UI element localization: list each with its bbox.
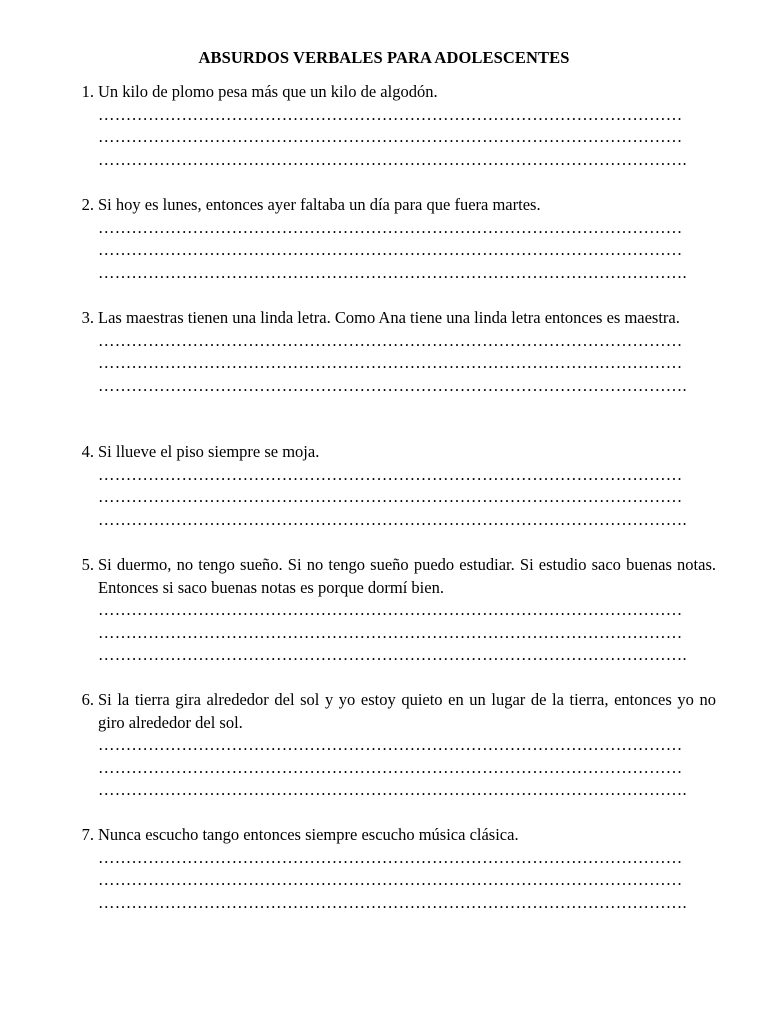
item-statement: Si duermo, no tengo sueño. Si no tengo sueño puedo estudiar. Si estudio saco buenas notas. Entonces si saco buenas notas es porque dormí bien. xyxy=(98,555,716,597)
answer-line-1[interactable]: …………………………………………………………………………………………… xyxy=(98,104,683,124)
answer-line-3[interactable]: ……………………………………………………………………………………………. xyxy=(98,509,687,529)
item-body xyxy=(98,81,716,171)
answer-line-1[interactable]: …………………………………………………………………………………………… xyxy=(98,847,683,867)
item-number: 1. xyxy=(81,82,94,101)
answer-line-2[interactable]: …………………………………………………………………………………………… xyxy=(98,127,683,147)
answer-line-3[interactable]: ……………………………………………………………………………………………. xyxy=(98,375,687,395)
answer-line-2[interactable]: …………………………………………………………………………………………… xyxy=(98,622,683,642)
item-statement: Las maestras tienen una linda letra. Como Ana tiene una linda letra entonces es maestra. xyxy=(98,308,680,327)
answer-line-3[interactable]: ……………………………………………………………………………………………. xyxy=(98,149,687,169)
answer-line-3[interactable]: ……………………………………………………………………………………………. xyxy=(98,645,687,665)
answer-line-2[interactable]: …………………………………………………………………………………………… xyxy=(98,487,683,507)
answer-line-2[interactable]: …………………………………………………………………………………………… xyxy=(98,240,683,260)
item-body xyxy=(98,194,716,284)
item-statement: Si la tierra gira alrededor del sol y yo estoy quieto en un lugar de la tierra, entonces yo no giro alrededor del sol. xyxy=(98,690,716,732)
answer-line-1[interactable]: …………………………………………………………………………………………… xyxy=(98,330,683,350)
item-number: 4. xyxy=(81,442,94,461)
answer-line-3[interactable]: ……………………………………………………………………………………………. xyxy=(98,780,687,800)
answer-line-1[interactable]: …………………………………………………………………………………………… xyxy=(98,600,683,619)
answer-line-1[interactable]: …………………………………………………………………………………………… xyxy=(98,217,683,237)
answer-line-2[interactable]: …………………………………………………………………………………………… xyxy=(98,757,683,777)
item-statement: Nunca escucho tango entonces siempre escucho música clásica. xyxy=(98,825,519,844)
item-statement: Si llueve el piso siempre se moja. xyxy=(98,442,320,461)
item-number: 7. xyxy=(81,825,94,844)
answer-line-1[interactable]: …………………………………………………………………………………………… xyxy=(98,464,683,484)
item-body xyxy=(98,554,716,667)
answer-line-3[interactable]: ……………………………………………………………………………………………. xyxy=(98,892,687,912)
answer-line-3[interactable]: ……………………………………………………………………………………………. xyxy=(98,262,687,282)
item-body xyxy=(98,441,716,531)
answer-line-2[interactable]: …………………………………………………………………………………………… xyxy=(98,870,683,890)
item-number: 2. xyxy=(81,195,94,214)
item-body xyxy=(98,307,716,397)
worksheet-title: ABSURDOS VERBALES PARA ADOLESCENTES xyxy=(198,48,570,67)
item-number: 5. xyxy=(81,555,94,574)
answer-line-2[interactable]: …………………………………………………………………………………………… xyxy=(98,353,683,373)
item-number: 3. xyxy=(81,308,94,327)
item-statement: Un kilo de plomo pesa más que un kilo de algodón. xyxy=(98,82,438,101)
answer-line-1[interactable]: …………………………………………………………………………………………… xyxy=(98,735,683,754)
item-body xyxy=(98,824,716,914)
item-number: 6. xyxy=(81,690,94,709)
item-statement: Si hoy es lunes, entonces ayer faltaba un día para que fuera martes. xyxy=(98,195,541,214)
item-body xyxy=(98,689,716,802)
